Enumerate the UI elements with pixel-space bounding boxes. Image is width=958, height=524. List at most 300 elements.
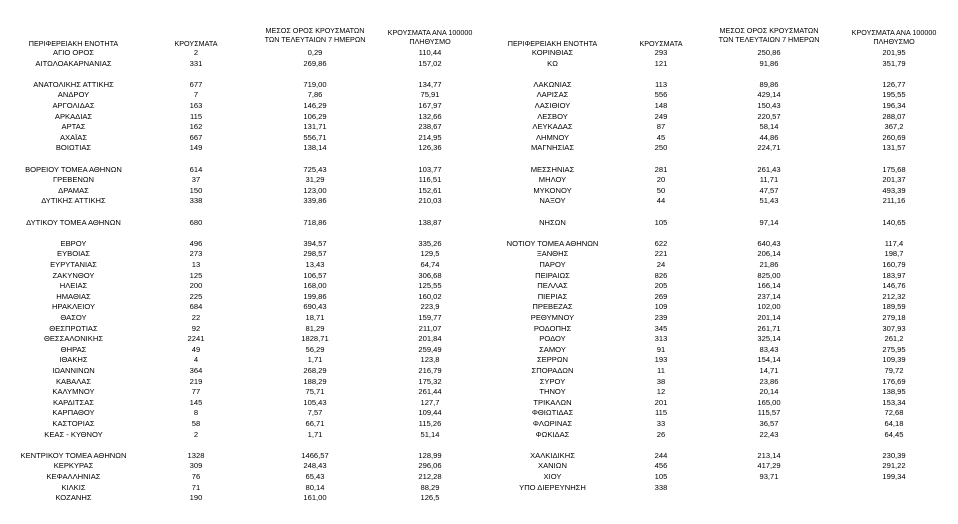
left-cases-cell: 8 <box>193 408 199 418</box>
right-cases-cell: 12 <box>656 387 666 397</box>
left-cases-cell: 71 <box>191 482 201 492</box>
left-per-100k-cell: 261,44 <box>418 387 442 397</box>
left-region-cell: ΕΒΡΟΥ <box>60 238 87 248</box>
right-per-100k-cell: 131,57 <box>882 143 906 153</box>
left-region-cell: ΔΡΑΜΑΣ <box>58 185 89 195</box>
left-cases-cell: 76 <box>191 472 201 481</box>
right-region-cell: ΠΕΛΛΑΣ <box>537 281 568 291</box>
right-avg-7day-cell: 44,86 <box>759 132 779 142</box>
left-region-cell: ΚΑΒΑΛΑΣ <box>55 376 92 386</box>
header-region-right: ΠΕΡΙΦΕΡΕΙΑΚΗ ΕΝΟΤΗΤΑ <box>507 39 598 48</box>
right-per-100k-cell: 288,07 <box>882 111 906 121</box>
left-avg-7day-cell: 161,00 <box>303 493 327 503</box>
left-per-100k-cell: 115,26 <box>418 419 442 428</box>
left-region-cell: ΑΙΤΩΛΟΑΚΑΡΝΑΝΙΑΣ <box>35 58 112 68</box>
left-per-100k-cell: 64,74 <box>420 260 440 269</box>
left-avg-7day-cell: 123,00 <box>303 185 327 195</box>
right-region-cell: ΣΠΟΡΑΔΩΝ <box>531 366 574 375</box>
left-avg-7day-cell: 0,29 <box>307 48 323 57</box>
left-region-cell: ΚΑΡΔΙΤΣΑΣ <box>53 397 94 407</box>
right-avg-7day-cell: 261,43 <box>757 164 781 174</box>
left-per-100k-cell: 75,91 <box>420 90 440 100</box>
right-avg-7day-cell: 165,00 <box>757 397 781 407</box>
left-region-cell: ΘΕΣΠΡΩΤΙΑΣ <box>49 323 98 333</box>
header-avg-left-line1: ΜΕΣΟΣ ΟΡΟΣ ΚΡΟΥΣΜΑΤΩΝ <box>265 26 365 35</box>
left-per-100k-cell: 125,55 <box>418 281 442 291</box>
left-per-100k-cell: 51,14 <box>420 429 440 439</box>
left-region-cell: ΒΟΡΕΙΟΥ ΤΟΜΕΑ ΑΘΗΝΩΝ <box>25 164 122 174</box>
right-region-cell: ΜΕΣΣΗΝΙΑΣ <box>530 164 575 174</box>
right-cases-cell: 826 <box>654 270 668 280</box>
right-cases-cell: 33 <box>656 419 666 428</box>
left-avg-7day-cell: 80,14 <box>305 482 325 492</box>
right-region-cell: ΠΙΕΡΙΑΣ <box>537 291 568 301</box>
right-per-100k-cell: 64,45 <box>884 429 904 439</box>
right-region-cell: ΛΑΣΙΘΙΟΥ <box>534 101 571 110</box>
left-avg-7day-cell: 65,43 <box>305 472 325 481</box>
right-cases-cell: 239 <box>654 313 668 322</box>
left-avg-7day-cell: 1828,71 <box>301 334 329 344</box>
left-avg-7day-cell: 394,57 <box>303 238 327 248</box>
right-cases-cell: 121 <box>654 58 668 68</box>
right-cases-cell: 105 <box>654 472 668 481</box>
left-cases-cell: 2 <box>193 429 199 439</box>
left-cases-cell: 150 <box>189 185 203 195</box>
left-region-cell: ΙΘΑΚΗΣ <box>59 355 88 365</box>
left-cases-cell: 115 <box>189 111 203 121</box>
right-per-100k-cell: 275,95 <box>882 344 906 354</box>
right-cases-cell: 201 <box>654 397 668 407</box>
left-avg-7day-cell: 199,86 <box>303 291 327 301</box>
left-per-100k-cell: 127,7 <box>420 397 440 407</box>
right-region-cell: ΜΥΚΟΝΟΥ <box>533 185 572 195</box>
right-avg-7day-cell: 154,14 <box>757 355 781 365</box>
right-region-cell: ΤΡΙΚΑΛΩΝ <box>533 397 572 407</box>
left-cases-cell: 200 <box>189 281 203 291</box>
header-per100k-right-line1: ΚΡΟΥΣΜΑΤΑ ΑΝΑ 100000 <box>851 28 937 37</box>
left-per-100k-cell: 159,77 <box>418 313 442 322</box>
right-avg-7day-cell: 11,71 <box>759 175 779 185</box>
left-avg-7day-cell: 105,43 <box>303 397 327 407</box>
right-cases-cell: 221 <box>654 249 668 259</box>
right-region-cell: ΜΗΛΟΥ <box>538 175 567 185</box>
left-region-cell: ΕΥΡΥΤΑΝΙΑΣ <box>50 260 97 269</box>
left-avg-7day-cell: 66,71 <box>305 419 325 428</box>
right-avg-7day-cell: 47,57 <box>759 185 779 195</box>
right-avg-7day-cell: 429,14 <box>757 90 781 100</box>
left-region-cell: ΚΕΦΑΛΛΗΝΙΑΣ <box>46 472 101 481</box>
right-avg-7day-cell: 22,43 <box>759 429 779 439</box>
right-region-cell: ΠΑΡΟΥ <box>539 260 566 269</box>
right-avg-7day-cell: 21,86 <box>759 260 779 269</box>
right-avg-7day-cell: 14,71 <box>759 366 779 375</box>
right-cases-cell: 20 <box>656 175 666 185</box>
right-avg-7day-cell: 51,43 <box>759 196 779 206</box>
right-cases-cell: 115 <box>654 408 668 418</box>
left-cases-cell: 77 <box>191 387 201 397</box>
right-avg-7day-cell: 417,29 <box>757 461 781 471</box>
left-region-cell: ΔΥΤΙΚΟΥ ΤΟΜΕΑ ΑΘΗΝΩΝ <box>26 217 121 227</box>
left-avg-7day-cell: 81,29 <box>305 323 325 333</box>
right-cases-cell: 50 <box>656 185 666 195</box>
left-cases-cell: 680 <box>189 217 203 227</box>
left-avg-7day-cell: 268,29 <box>303 366 327 375</box>
left-cases-cell: 1328 <box>187 450 205 460</box>
right-per-100k-cell: 160,79 <box>882 260 906 269</box>
header-avg-right-line1: ΜΕΣΟΣ ΟΡΟΣ ΚΡΟΥΣΜΑΤΩΝ <box>719 26 819 35</box>
right-avg-7day-cell: 102,00 <box>757 302 781 312</box>
right-per-100k-cell: 291,22 <box>882 461 906 471</box>
left-cases-cell: 684 <box>189 302 203 312</box>
left-per-100k-cell: 129,5 <box>420 249 440 259</box>
left-avg-7day-cell: 556,71 <box>303 132 327 142</box>
right-avg-7day-cell: 23,86 <box>759 376 779 386</box>
right-per-100k-cell: 201,95 <box>882 48 906 57</box>
right-region-cell: ΚΟΡΙΝΘΙΑΣ <box>531 48 574 57</box>
right-region-cell: ΞΑΝΘΗΣ <box>536 249 569 259</box>
left-per-100k-cell: 88,29 <box>420 482 440 492</box>
left-cases-cell: 145 <box>189 397 203 407</box>
left-per-100k-cell: 157,02 <box>418 58 442 68</box>
right-cases-cell: 24 <box>656 260 666 269</box>
left-cases-cell: 4 <box>193 355 199 365</box>
right-region-cell: ΛΗΜΝΟΥ <box>535 132 570 142</box>
right-avg-7day-cell: 640,43 <box>757 238 781 248</box>
left-cases-cell: 163 <box>189 101 203 110</box>
left-cases-cell: 331 <box>189 58 203 68</box>
left-cases-cell: 219 <box>189 376 203 386</box>
right-region-cell: ΡΟΔΟΠΗΣ <box>533 323 572 333</box>
right-region-cell: ΦΛΩΡΙΝΑΣ <box>532 419 573 428</box>
left-cases-cell: 309 <box>189 461 203 471</box>
left-avg-7day-cell: 719,00 <box>303 79 327 89</box>
left-per-100k-cell: 126,5 <box>420 493 440 503</box>
right-region-cell: ΛΑΚΩΝΙΑΣ <box>533 79 572 89</box>
left-per-100k-cell: 296,06 <box>418 461 442 471</box>
right-per-100k-cell: 109,39 <box>882 355 906 365</box>
right-per-100k-cell: 175,68 <box>882 164 906 174</box>
right-per-100k-cell: 195,55 <box>882 90 906 100</box>
right-per-100k-cell: 211,16 <box>882 196 906 206</box>
left-per-100k-cell: 134,77 <box>418 79 442 89</box>
right-avg-7day-cell: 93,71 <box>759 472 779 481</box>
right-avg-7day-cell: 250,86 <box>757 48 781 57</box>
left-cases-cell: 149 <box>189 143 203 153</box>
left-per-100k-cell: 132,66 <box>418 111 442 121</box>
left-avg-7day-cell: 7,57 <box>307 408 323 418</box>
right-region-cell: ΠΕΙΡΑΙΩΣ <box>535 270 570 280</box>
left-per-100k-cell: 110,44 <box>418 48 442 57</box>
left-avg-7day-cell: 106,57 <box>303 270 327 280</box>
right-cases-cell: 105 <box>654 217 668 227</box>
left-region-cell: ΚΟΖΑΝΗΣ <box>55 493 92 503</box>
left-avg-7day-cell: 75,71 <box>305 387 325 397</box>
left-cases-cell: 2241 <box>187 334 205 344</box>
left-avg-7day-cell: 31,29 <box>305 175 325 185</box>
left-cases-cell: 273 <box>189 249 203 259</box>
right-per-100k-cell: 189,59 <box>882 302 906 312</box>
right-avg-7day-cell: 825,00 <box>757 270 781 280</box>
right-per-100k-cell: 126,77 <box>882 79 906 89</box>
right-avg-7day-cell: 58,14 <box>759 122 779 132</box>
left-region-cell: ΕΥΒΟΙΑΣ <box>57 249 90 259</box>
right-per-100k-cell: 493,39 <box>882 185 906 195</box>
right-avg-7day-cell: 36,57 <box>759 419 779 428</box>
header-avg-right-line2: ΤΩΝ ΤΕΛΕΥΤΑΙΩΝ 7 ΗΜΕΡΩΝ <box>718 35 820 44</box>
left-per-100k-cell: 116,51 <box>418 175 442 185</box>
left-cases-cell: 364 <box>189 366 203 375</box>
right-avg-7day-cell: 261,71 <box>757 323 781 333</box>
right-cases-cell: 244 <box>654 450 668 460</box>
left-avg-7day-cell: 168,00 <box>303 281 327 291</box>
right-region-cell: ΣΥΡΟΥ <box>539 376 566 386</box>
right-avg-7day-cell: 115,57 <box>757 408 781 418</box>
left-avg-7day-cell: 131,71 <box>303 122 327 132</box>
left-cases-cell: 125 <box>189 270 203 280</box>
right-avg-7day-cell: 150,43 <box>757 101 781 110</box>
left-avg-7day-cell: 18,71 <box>305 313 325 322</box>
left-avg-7day-cell: 1,71 <box>307 355 323 365</box>
right-cases-cell: 45 <box>656 132 666 142</box>
left-per-100k-cell: 167,97 <box>418 101 442 110</box>
header-cases-left: ΚΡΟΥΣΜΑΤΑ <box>174 39 218 48</box>
left-cases-cell: 92 <box>191 323 201 333</box>
right-cases-cell: 91 <box>656 344 666 354</box>
right-region-cell: ΚΩ <box>547 58 558 68</box>
right-region-cell: ΣΑΜΟΥ <box>539 344 566 354</box>
right-region-cell: ΤΗΝΟΥ <box>539 387 566 397</box>
right-per-100k-cell: 367,2 <box>884 122 904 132</box>
right-avg-7day-cell: 89,86 <box>759 79 779 89</box>
left-avg-7day-cell: 7,86 <box>307 90 323 100</box>
left-per-100k-cell: 259,49 <box>418 344 442 354</box>
left-avg-7day-cell: 725,43 <box>303 164 327 174</box>
right-region-cell: ΝΟΤΙΟΥ ΤΟΜΕΑ ΑΘΗΝΩΝ <box>506 238 599 248</box>
right-cases-cell: 109 <box>654 302 668 312</box>
right-avg-7day-cell: 213,14 <box>757 450 781 460</box>
right-cases-cell: 148 <box>654 101 668 110</box>
left-cases-cell: 190 <box>189 493 203 503</box>
left-cases-cell: 667 <box>189 132 203 142</box>
left-cases-cell: 225 <box>189 291 203 301</box>
header-avg-left-line2: ΤΩΝ ΤΕΛΕΥΤΑΙΩΝ 7 ΗΜΕΡΩΝ <box>264 35 366 44</box>
right-avg-7day-cell: 325,14 <box>757 334 781 344</box>
left-per-100k-cell: 160,02 <box>418 291 442 301</box>
left-region-cell: ΚΑΡΠΑΘΟΥ <box>52 408 95 418</box>
right-per-100k-cell: 140,65 <box>882 217 906 227</box>
left-region-cell: ΓΡΕΒΕΝΩΝ <box>52 175 95 185</box>
right-cases-cell: 345 <box>654 323 668 333</box>
right-region-cell: ΧΙΟΥ <box>543 472 562 481</box>
right-region-cell: ΣΕΡΡΩΝ <box>536 355 569 365</box>
right-per-100k-cell: 153,34 <box>882 397 906 407</box>
left-avg-7day-cell: 56,29 <box>305 344 325 354</box>
right-per-100k-cell: 72,68 <box>884 408 904 418</box>
right-per-100k-cell: 176,69 <box>882 376 906 386</box>
right-cases-cell: 249 <box>654 111 668 121</box>
left-avg-7day-cell: 1466,57 <box>301 450 329 460</box>
right-per-100k-cell: 117,4 <box>884 238 904 248</box>
right-region-cell: ΛΕΥΚΑΔΑΣ <box>532 122 573 132</box>
right-per-100k-cell: 307,93 <box>882 323 906 333</box>
left-region-cell: ΘΑΣΟΥ <box>60 313 87 322</box>
right-cases-cell: 38 <box>656 376 666 386</box>
right-cases-cell: 44 <box>656 196 666 206</box>
right-region-cell: ΧΑΛΚΙΔΙΚΗΣ <box>530 450 575 460</box>
left-region-cell: ΚΑΣΤΟΡΙΑΣ <box>52 419 95 428</box>
right-per-100k-cell: 201,37 <box>882 175 906 185</box>
right-avg-7day-cell: 20,14 <box>759 387 779 397</box>
left-region-cell: ΑΡΚΑΔΙΑΣ <box>54 111 93 121</box>
left-per-100k-cell: 152,61 <box>418 185 442 195</box>
left-per-100k-cell: 138,87 <box>418 217 442 227</box>
right-region-cell: ΥΠΟ ΔΙΕΡΕΥΝΗΣΗ <box>519 482 586 492</box>
right-avg-7day-cell: 91,86 <box>759 58 779 68</box>
right-per-100k-cell: 212,32 <box>882 291 906 301</box>
right-region-cell: ΡΕΘΥΜΝΟΥ <box>530 313 575 322</box>
right-per-100k-cell: 279,18 <box>882 313 906 322</box>
left-region-cell: ΚΕΝΤΡΙΚΟΥ ΤΟΜΕΑ ΑΘΗΝΩΝ <box>20 450 127 460</box>
left-region-cell: ΗΛΕΙΑΣ <box>59 281 88 291</box>
right-cases-cell: 193 <box>654 355 668 365</box>
left-avg-7day-cell: 106,29 <box>303 111 327 121</box>
header-cases-right: ΚΡΟΥΣΜΑΤΑ <box>639 39 683 48</box>
left-region-cell: ΑΡΤΑΣ <box>61 122 86 132</box>
right-per-100k-cell: 64,18 <box>884 419 904 428</box>
left-avg-7day-cell: 248,43 <box>303 461 327 471</box>
right-region-cell: ΛΑΡΙΣΑΣ <box>536 90 569 100</box>
left-cases-cell: 7 <box>193 90 199 100</box>
left-region-cell: ΗΜΑΘΙΑΣ <box>56 291 91 301</box>
header-per100k-left-line2: ΠΛΗΘΥΣΜΟ <box>409 37 451 46</box>
right-avg-7day-cell: 237,14 <box>757 291 781 301</box>
right-region-cell: ΦΩΚΙΔΑΣ <box>535 429 570 439</box>
right-per-100k-cell: 138,95 <box>882 387 906 397</box>
left-per-100k-cell: 212,28 <box>418 472 442 481</box>
left-cases-cell: 37 <box>191 175 201 185</box>
left-avg-7day-cell: 298,57 <box>303 249 327 259</box>
left-per-100k-cell: 335,26 <box>418 238 442 248</box>
left-avg-7day-cell: 690,43 <box>303 302 327 312</box>
left-region-cell: ΑΧΑΪΑΣ <box>59 132 88 142</box>
right-per-100k-cell: 230,39 <box>882 450 906 460</box>
right-per-100k-cell: 79,72 <box>884 366 904 375</box>
left-avg-7day-cell: 138,14 <box>303 143 327 153</box>
right-avg-7day-cell: 224,71 <box>757 143 781 153</box>
right-per-100k-cell: 351,79 <box>882 58 906 68</box>
left-cases-cell: 614 <box>189 164 203 174</box>
left-cases-cell: 162 <box>189 122 203 132</box>
left-region-cell: ΑΝΔΡΟΥ <box>57 90 90 100</box>
right-avg-7day-cell: 83,43 <box>759 344 779 354</box>
left-region-cell: ΚΕΑΣ - ΚΥΘΝΟΥ <box>44 429 103 439</box>
left-region-cell: ΚΕΡΚΥΡΑΣ <box>53 461 94 471</box>
left-avg-7day-cell: 13,43 <box>305 260 325 269</box>
right-cases-cell: 205 <box>654 281 668 291</box>
left-per-100k-cell: 214,95 <box>418 132 442 142</box>
right-cases-cell: 11 <box>657 366 665 375</box>
right-cases-cell: 456 <box>654 461 668 471</box>
right-cases-cell: 281 <box>654 164 668 174</box>
left-region-cell: ΚΑΛΥΜΝΟΥ <box>52 387 95 397</box>
left-avg-7day-cell: 188,29 <box>303 376 327 386</box>
left-region-cell: ΙΩΑΝΝΙΝΩΝ <box>52 366 95 375</box>
right-per-100k-cell: 146,76 <box>882 281 906 291</box>
left-avg-7day-cell: 1,71 <box>307 429 323 439</box>
left-per-100k-cell: 223,9 <box>420 302 440 312</box>
right-region-cell: ΝΑΞΟΥ <box>539 196 566 206</box>
left-cases-cell: 22 <box>191 313 201 322</box>
left-cases-cell: 496 <box>189 238 203 248</box>
right-cases-cell: 622 <box>654 238 668 248</box>
right-cases-cell: 313 <box>654 334 668 344</box>
left-region-cell: ΑΓΙΟ ΟΡΟΣ <box>53 48 94 57</box>
right-per-100k-cell: 199,34 <box>882 472 906 481</box>
left-per-100k-cell: 123,8 <box>420 355 440 365</box>
right-region-cell: ΧΑΝΙΩΝ <box>538 461 567 471</box>
right-per-100k-cell: 261,2 <box>884 334 904 344</box>
left-region-cell: ΖΑΚΥΝΘΟΥ <box>52 270 95 280</box>
left-per-100k-cell: 126,36 <box>418 143 442 153</box>
left-cases-cell: 2 <box>193 48 199 57</box>
left-region-cell: ΑΡΓΟΛΙΔΑΣ <box>52 101 95 110</box>
left-per-100k-cell: 210,03 <box>418 196 442 206</box>
left-avg-7day-cell: 339,86 <box>303 196 327 206</box>
left-region-cell: ΗΡΑΚΛΕΙΟΥ <box>51 302 96 312</box>
left-cases-cell: 338 <box>189 196 203 206</box>
right-avg-7day-cell: 201,14 <box>757 313 781 322</box>
left-per-100k-cell: 216,79 <box>418 366 442 375</box>
header-per100k-right-line2: ΠΛΗΘΥΣΜΟ <box>873 37 915 46</box>
right-per-100k-cell: 183,97 <box>882 270 906 280</box>
left-avg-7day-cell: 146,29 <box>303 101 327 110</box>
left-region-cell: ΘΕΣΣΑΛΟΝΙΚΗΣ <box>43 334 104 344</box>
left-per-100k-cell: 238,67 <box>418 122 442 132</box>
right-cases-cell: 293 <box>654 48 668 57</box>
right-cases-cell: 338 <box>654 482 668 492</box>
right-region-cell: ΜΑΓΝΗΣΙΑΣ <box>530 143 575 153</box>
left-cases-cell: 49 <box>191 344 201 354</box>
header-region-left: ΠΕΡΙΦΕΡΕΙΑΚΗ ΕΝΟΤΗΤΑ <box>28 39 119 48</box>
left-cases-cell: 13 <box>191 260 201 269</box>
left-cases-cell: 677 <box>189 79 203 89</box>
right-region-cell: ΝΗΣΩΝ <box>539 217 566 227</box>
left-per-100k-cell: 306,68 <box>418 270 442 280</box>
right-region-cell: ΠΡΕΒΕΖΑΣ <box>532 302 573 312</box>
right-cases-cell: 26 <box>656 429 666 439</box>
right-avg-7day-cell: 166,14 <box>757 281 781 291</box>
right-per-100k-cell: 196,34 <box>882 101 906 110</box>
left-per-100k-cell: 128,99 <box>418 450 442 460</box>
left-region-cell: ΘΗΡΑΣ <box>60 344 87 354</box>
header-per100k-left-line1: ΚΡΟΥΣΜΑΤΑ ΑΝΑ 100000 <box>387 28 473 37</box>
left-avg-7day-cell: 269,86 <box>303 58 327 68</box>
right-region-cell: ΡΟΔΟΥ <box>539 334 566 344</box>
right-cases-cell: 269 <box>654 291 668 301</box>
right-cases-cell: 87 <box>656 122 666 132</box>
left-cases-cell: 58 <box>191 419 201 428</box>
right-per-100k-cell: 260,69 <box>882 132 906 142</box>
left-per-100k-cell: 211,07 <box>418 323 442 333</box>
right-avg-7day-cell: 97,14 <box>759 217 779 227</box>
right-cases-cell: 556 <box>654 90 668 100</box>
left-per-100k-cell: 201,84 <box>418 334 442 344</box>
left-region-cell: ΚΙΛΚΙΣ <box>61 482 86 492</box>
left-per-100k-cell: 175,32 <box>418 376 442 386</box>
left-region-cell: ΒΟΙΩΤΙΑΣ <box>55 143 92 153</box>
right-avg-7day-cell: 220,57 <box>757 111 781 121</box>
left-per-100k-cell: 109,44 <box>418 408 442 418</box>
